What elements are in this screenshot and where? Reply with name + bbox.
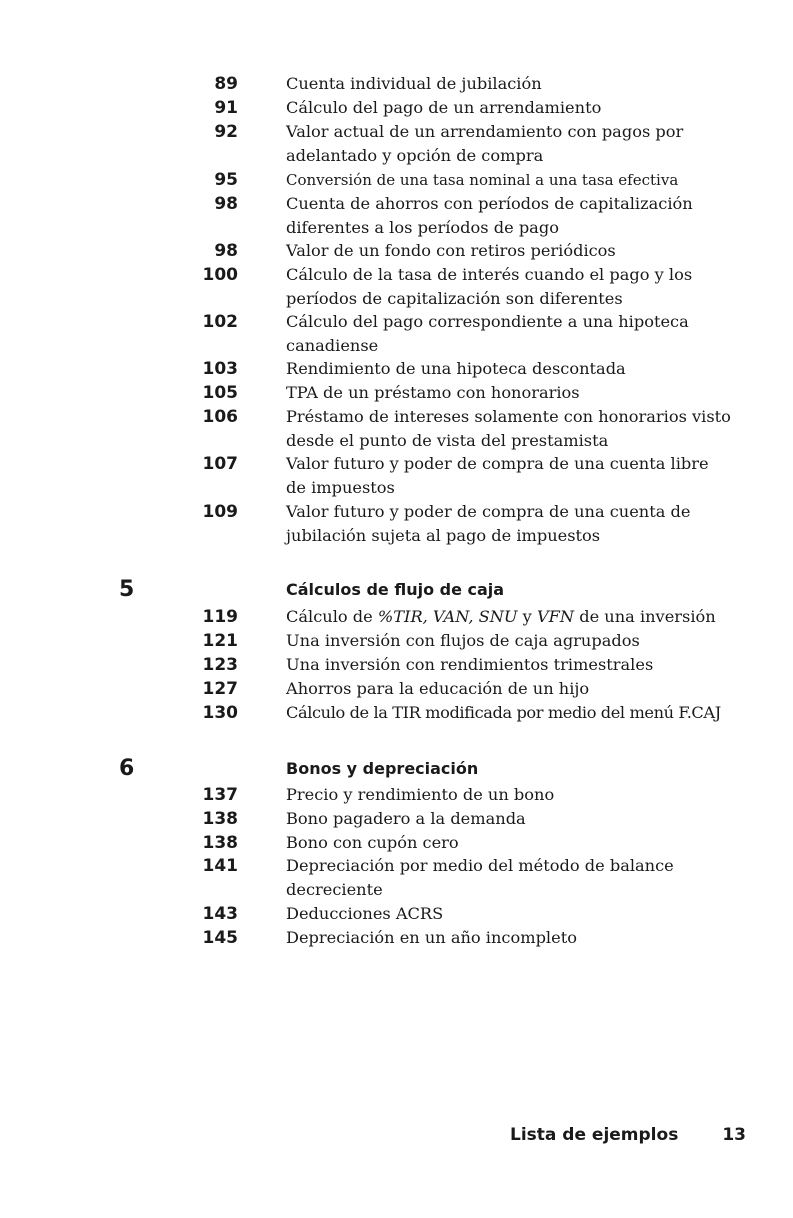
- chapter-number: 5: [119, 577, 135, 602]
- page-number: 89: [214, 74, 238, 94]
- entry-title: Bono con cupón cero: [286, 833, 459, 852]
- entry-title: Bono pagadero a la demanda: [286, 809, 526, 828]
- entry-title: Rendimiento de una hipoteca descontada: [286, 359, 626, 378]
- entry-title: Conversión de una tasa nominal a una tasa efectiva: [286, 171, 679, 189]
- page-number: 145: [202, 928, 238, 948]
- entry-title: Precio y rendimiento de un bono: [286, 785, 555, 804]
- entry-title: TPA de un préstamo con honorarios: [286, 383, 580, 402]
- page-number: 106: [202, 407, 238, 427]
- entry-title: Préstamo de intereses solamente con honorarios visto desde el punto de vista del prestamista: [286, 407, 731, 450]
- page-number: 141: [202, 856, 238, 876]
- page-number: 100: [202, 265, 238, 285]
- chapter-title: Cálculos de flujo de caja: [286, 580, 505, 599]
- page-number: 98: [214, 241, 238, 261]
- running-footer-page-number: 13: [722, 1125, 746, 1145]
- entry-title: Cuenta de ahorros con períodos de capitalización diferentes a los períodos de pago: [286, 194, 693, 237]
- page-number: 107: [202, 454, 238, 474]
- page-number: 98: [214, 194, 238, 214]
- page-number: 109: [202, 502, 238, 522]
- page-number: 95: [214, 170, 238, 190]
- entry-title: Valor actual de un arrendamiento con pagos por adelantado y opción de compra: [286, 122, 684, 165]
- entry-title: Cálculo del pago correspondiente a una hipoteca canadiense: [286, 312, 689, 355]
- page-number: 130: [202, 703, 238, 723]
- entry-title: Cálculo de la tasa de interés cuando el pago y los períodos de capitalización son diferentes: [286, 265, 693, 308]
- page-number: 103: [202, 359, 238, 379]
- entry-title: Una inversión con rendimientos trimestrales: [286, 655, 654, 674]
- page-number: 91: [214, 98, 238, 118]
- page-number: 92: [214, 122, 238, 142]
- entry-title: Valor de un fondo con retiros periódicos: [286, 241, 616, 260]
- page-number: 138: [202, 833, 238, 853]
- entry-title: Deducciones ACRS: [286, 904, 444, 923]
- page-number: 127: [202, 679, 238, 699]
- page-number: 137: [202, 785, 238, 805]
- entry-title: Ahorros para la educación de un hijo: [286, 679, 590, 698]
- entry-title: Depreciación en un año incompleto: [286, 928, 577, 947]
- running-footer-title: Lista de ejemplos: [510, 1125, 679, 1145]
- entry-title: Valor futuro y poder de compra de una cuenta de jubilación sujeta al pago de impuestos: [286, 502, 691, 545]
- page-number: 105: [202, 383, 238, 403]
- chapter-number: 6: [119, 756, 135, 781]
- page-number: 102: [202, 312, 238, 332]
- page-number: 121: [202, 631, 238, 651]
- entry-title: Cálculo de %TIR, VAN, SNU y VFN de una inversión: [286, 607, 716, 626]
- entry-title: Una inversión con flujos de caja agrupados: [286, 631, 640, 650]
- chapter-title: Bonos y depreciación: [286, 759, 479, 778]
- entry-title: Valor futuro y poder de compra de una cuenta libre de impuestos: [286, 454, 709, 497]
- page-number: 119: [202, 607, 238, 627]
- entry-title: Cálculo de la TIR modificada por medio del menú F.CAJ: [286, 703, 721, 722]
- entry-title: Depreciación por medio del método de balance decreciente: [286, 856, 674, 899]
- entry-title: Cuenta individual de jubilación: [286, 74, 542, 93]
- page-number: 123: [202, 655, 238, 675]
- page-number: 138: [202, 809, 238, 829]
- page-number: 143: [202, 904, 238, 924]
- entry-title: Cálculo del pago de un arrendamiento: [286, 98, 602, 117]
